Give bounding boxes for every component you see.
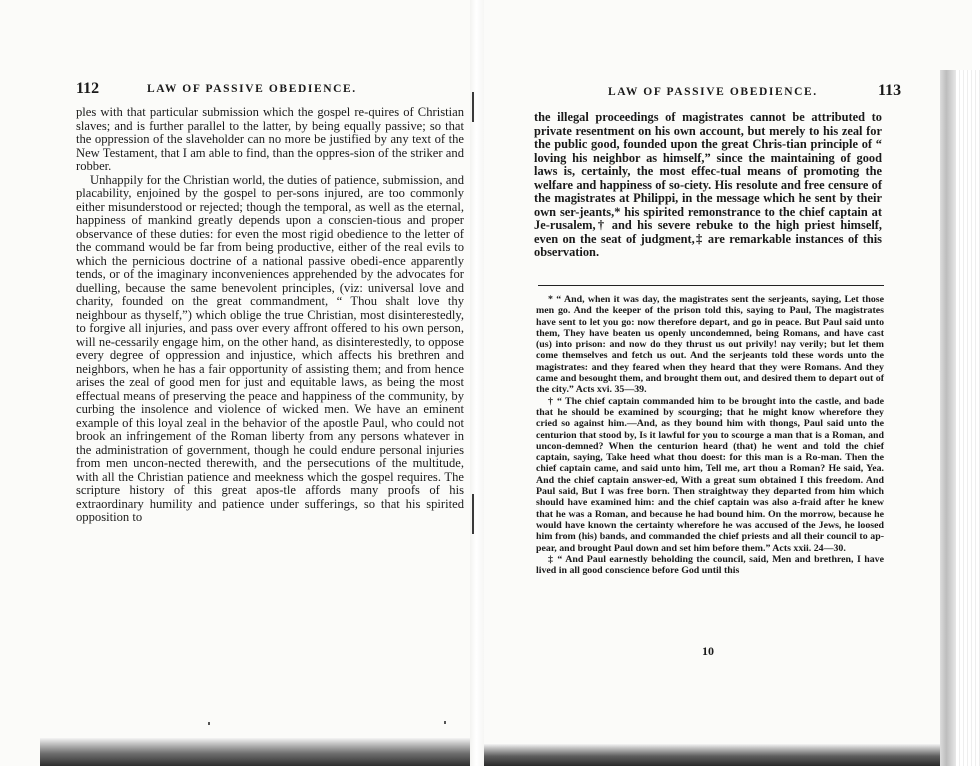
footnote-3: ‡ “ And Paul earnestly beholding the council, said, Men and brethren, I have lived in all good conscience before God until this — [536, 553, 884, 577]
right-page-number: 113 — [878, 82, 902, 99]
left-paragraph-2: Unhappily for the Christian world, the duties of patience, submission, and placability, enjoined by the gospel to per-sons injured, are too commonly either misunderstood or rejected; though the temporal, as well as the eternal, happiness of mankind greatly depends upon a conscien-tious and proper observance of these duties: for even the most rigid obedience to the letter of the command would be far from being productive, either of the real evils to which the pernicious doctrine of a national passive obedi-ence apparently tends, or of the imaginary inconveniences apprehended by the advocates for duelling, because the same benevolent principles, (viz: universal love and charity, founded on the great commandment, “ Thou shalt love thy neighbour as thyself,”) which oblige the true Christian, most disinterestedly, to forgive all injuries, and pass over every affront offered to his own person, will ne-cessarily engage him, on the other hand, as disinterestedly, to oppose every degree of oppression and injustice, which affects his brethren and neighbors, when he has a fair opportunity of assisting them; and from hence arises the zeal of good men for just and equitable laws, as being the most effectual means of preserving the peace and happiness of the community, by curbing the insolence and violence of wicked men. We have an eminent example of this loyal zeal in the behavior of the apostle Paul, who could not brook an infringement of the Roman liberty from any persons whatever in the administration of government, though he could endure personal injuries from men uncon-nected therewith, and the persecutions of the multitude, with all the Christian patience and meekness which the gospel requires. The scripture history of this great apos-tle affords many proofs of his extraordinary humility and patience under sufferings, so that his spirited opposition to — [76, 172, 464, 524]
footnote-1: * “ And, when it was day, the magistrates sent the serjeants, saying, Let those men go. And the keeper of the prison told this, saying to Paul, The magistrates have sent to let you go: now therefore depart, and go in peace. But Paul said unto them, They have beaten us openly uncondemned, being Romans, and have cast (us) into prison: and now do they thrust us out privily! nay verily; but let them come themselves and fetch us out. And the serjeants told these words unto the magistrates: and they feared when they heard that they were Romans. And they came and besought them, and brought them out, and desired them to depart out of the city.” Acts xvi. 35—39. — [536, 294, 884, 396]
left-paragraph-1: ples with that particular submission which the gospel re-quires of Christian slaves; and is further parallel to the latter, by being equally passive; so that the oppression of the slaveholder can no more be justified by any text of the New Testament, that I am able to find, than the oppres-sion of the striker and robber. — [76, 105, 464, 173]
right-running-head: LAW OF PASSIVE OBEDIENCE. — [608, 86, 818, 98]
page-edge-leaves — [956, 70, 980, 766]
scan-speck — [208, 722, 210, 725]
left-page-body — [76, 106, 464, 525]
bottom-shadow-right — [484, 744, 940, 766]
gutter-mark-top — [472, 92, 474, 122]
left-page-number: 112 — [76, 80, 100, 97]
page-edge-shadow — [940, 70, 956, 766]
footnote-rule — [538, 285, 884, 286]
right-paragraph-1: the illegal proceedings of magistrates cannot be attributed to private resentment on his own account, but merely to his zeal for the public good, founded upon the great Chris-tian principle of “ loving his neighbor as himself,” since the maintaining of good laws is, certainly, the most effec-tual means of promoting the welfare and happiness of so-ciety. His resolute and free censure of the magistrates at Philippi, in the message which he sent by their own ser-jeants,* his spirited remonstrance to the chief captain at Je-rusalem,† and his severe rebuke to the high priest himself, even on the seat of judgment,‡ are remarkable instances of this observation. — [534, 110, 882, 259]
bottom-shadow-left — [40, 738, 470, 766]
scan-speck — [444, 721, 446, 724]
footnotes — [536, 294, 884, 576]
left-running-head: LAW OF PASSIVE OBEDIENCE. — [147, 83, 357, 95]
gutter-mark-bottom — [472, 494, 474, 534]
signature-mark: 10 — [702, 644, 714, 658]
footnote-2: † “ The chief captain commanded him to be brought into the castle, and bade that he should be examined by scourging; that he might know wherefore they cried so against him.—And, as they bound him with thongs, Paul said unto the centurion that stood by, Is it lawful for you to scourge a man that is a Roman, and uncon-demned? When the centurion heard (that) he went and told the chief captain, saying, Take heed what thou doest: for this man is a Ro-man. Then the chief captain came, and said unto him, Tell me, art thou a Roman? He said, Yea. And the chief captain answer-ed, With a great sum obtained I this freedom. And Paul said, But I was free born. Then straightway they departed from him which should have examined him: and the chief captain was also a-fraid after he knew that he was a Roman, and because he had bound him. On the morrow, because he would have known the certainty wherefore he was accused of the Jews, he loosed him from (his) bands, and commanded the chief priests and all their council to ap-pear, and brought Paul down and set him before them.” Acts xxii. 24—30. — [536, 395, 884, 554]
right-page-body — [534, 111, 882, 260]
